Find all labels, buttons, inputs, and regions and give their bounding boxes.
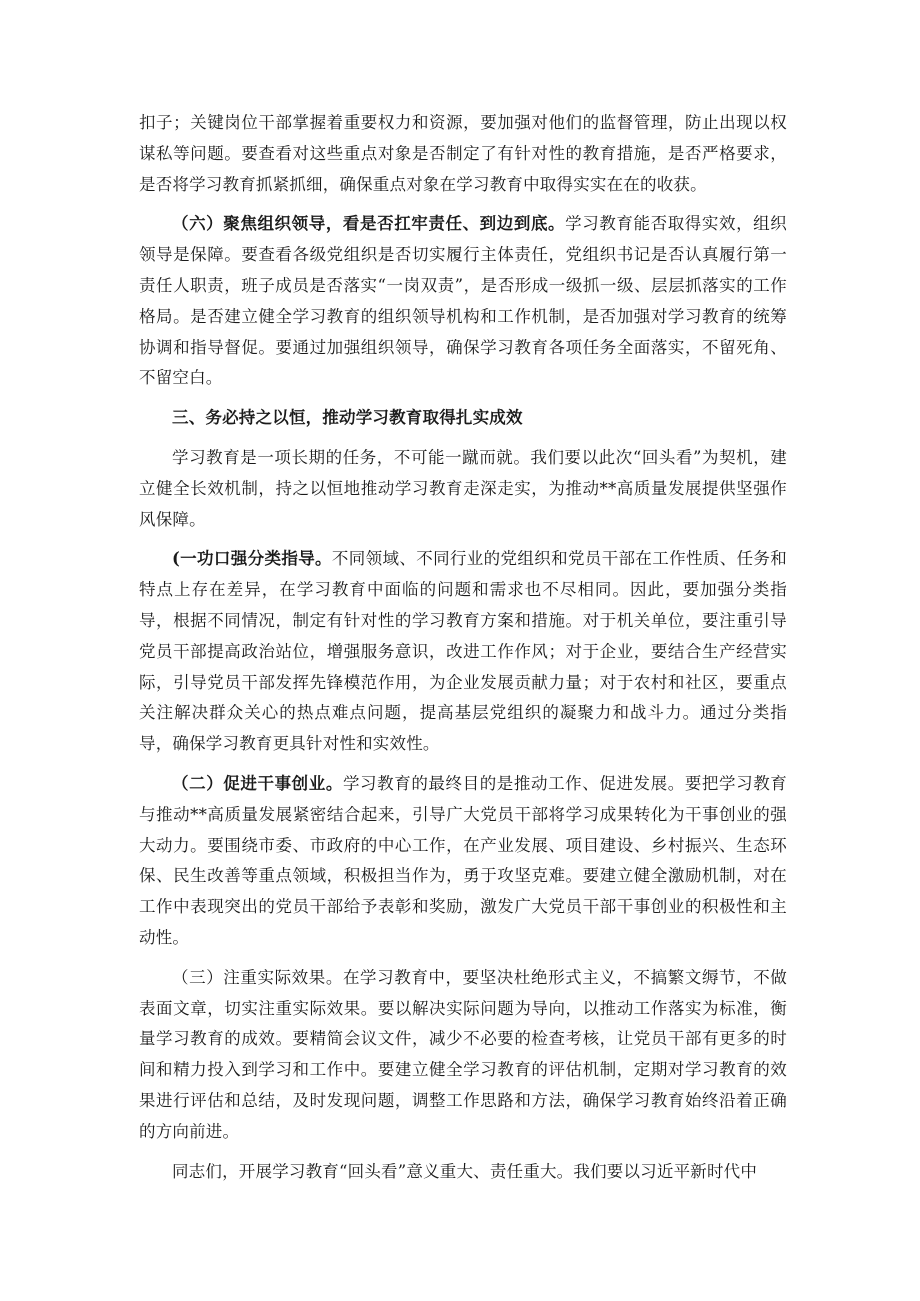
paragraph-text: 不同领域、不同行业的党组织和党员干部在工作性质、任务和特点上存在差异，在学习教育中面临的问题和需求也不尽相同。因此，要加强分类指导，根据不同情况，制定有针对性的学习教育方案和措施。对于机关单位，要注重引导党员干部提高政治站位，增强服务意识，改进工作作风；对于企业，要结合生产经营实际，引导党员干部发挥先锋模范作用，为企业发展贡献力量；对于农村和社区，要重点关注解决群众关心的热点难点问题，提高基层党组织的凝聚力和战斗力。通过分类指导，确保学习教育更具针对性和实效性。 xyxy=(139,549,787,754)
paragraph-practical-effect xyxy=(139,963,787,1148)
document-body xyxy=(139,108,787,1196)
paragraph-promote-entrepreneurship xyxy=(139,769,787,954)
paragraph-text: 学习教育能否取得实效，组织领导是保障。要查看各级党组织是否切实履行主体责任，党组织书记是否认真履行第一责任人职责，班子成员是否落实“一岗双责”，是否形成一级抓一级、层层抓落实的工作格局。是否建立健全学习教育的组织领导机构和工作机制，是否加强对学习教育的统筹协调和指导督促。要通过加强组织领导，确保学习教育各项任务全面落实，不留死角、不留空白。 xyxy=(139,214,787,388)
paragraph-classified-guidance xyxy=(139,544,787,760)
paragraph-text: 扣子；关键岗位干部掌握着重要权力和资源，要加强对他们的监督管理，防止出现以权谋私等问题。要查看对这些重点对象是否制定了有针对性的教育措施，是否严格要求，是否将学习教育抓紧抓细，确保重点对象在学习教育中取得实实在在的收获。 xyxy=(139,113,787,194)
paragraph-organization-leadership xyxy=(139,209,787,394)
paragraph-text: （三）注重实际效果。在学习教育中，要坚决杜绝形式主义，不搞繁文缛节，不做表面文章，切实注重实际效果。要以解决实际问题为导向，以推动工作落实为标准，衡量学习教育的成效。要精简会议文件，减少不必要的检查考核，让党员干部有更多的时间和精力投入到学习和工作中。要建立健全学习教育的评估机制，定期对学习教育的效果进行评估和总结，及时发现问题，调整工作思路和方法，确保学习教育始终沿着正确的方向前进。 xyxy=(139,967,787,1141)
section-heading-three: 三、务必持之以恒，推动学习教育取得扎实成效 xyxy=(172,408,523,428)
paragraph-continuation xyxy=(139,108,787,200)
paragraph-lead-heading: （六）聚焦组织领导，看是否扛牢责任、到边到底。 xyxy=(172,214,566,234)
paragraph-section-intro xyxy=(139,443,787,535)
paragraph-text: 学习教育是一项长期的任务，不可能一蹴而就。我们要以此次“回头看”为契机，建立健全长效机制，持之以恒地推动学习教育走深走实，为推动**高质量发展提供坚强作风保障。 xyxy=(139,447,787,529)
paragraph-lead-heading: (一功口强分类指导。 xyxy=(172,549,332,569)
paragraph-text: 同志们，开展学习教育“回头看”意义重大、责任重大。我们要以习近平新时代中 xyxy=(172,1161,758,1181)
paragraph-lead-heading: （二）促进干事创业。 xyxy=(172,773,343,793)
paragraph-text: 学习教育的最终目的是推动工作、促进发展。要把学习教育与推动**高质量发展紧密结合起来，引导广大党员干部将学习成果转化为干事创业的强大动力。要围绕市委、市政府的中心工作，在产业发展、项目建设、乡村振兴、生态环保、民生改善等重点领域，积极担当作为，勇于攻坚克难。要建立健全激励机制，对在工作中表现突出的党员干部给予表彰和奖励，激发广大党员干部干事创业的积极性和主动性。 xyxy=(139,773,788,947)
paragraph-closing xyxy=(139,1157,787,1188)
